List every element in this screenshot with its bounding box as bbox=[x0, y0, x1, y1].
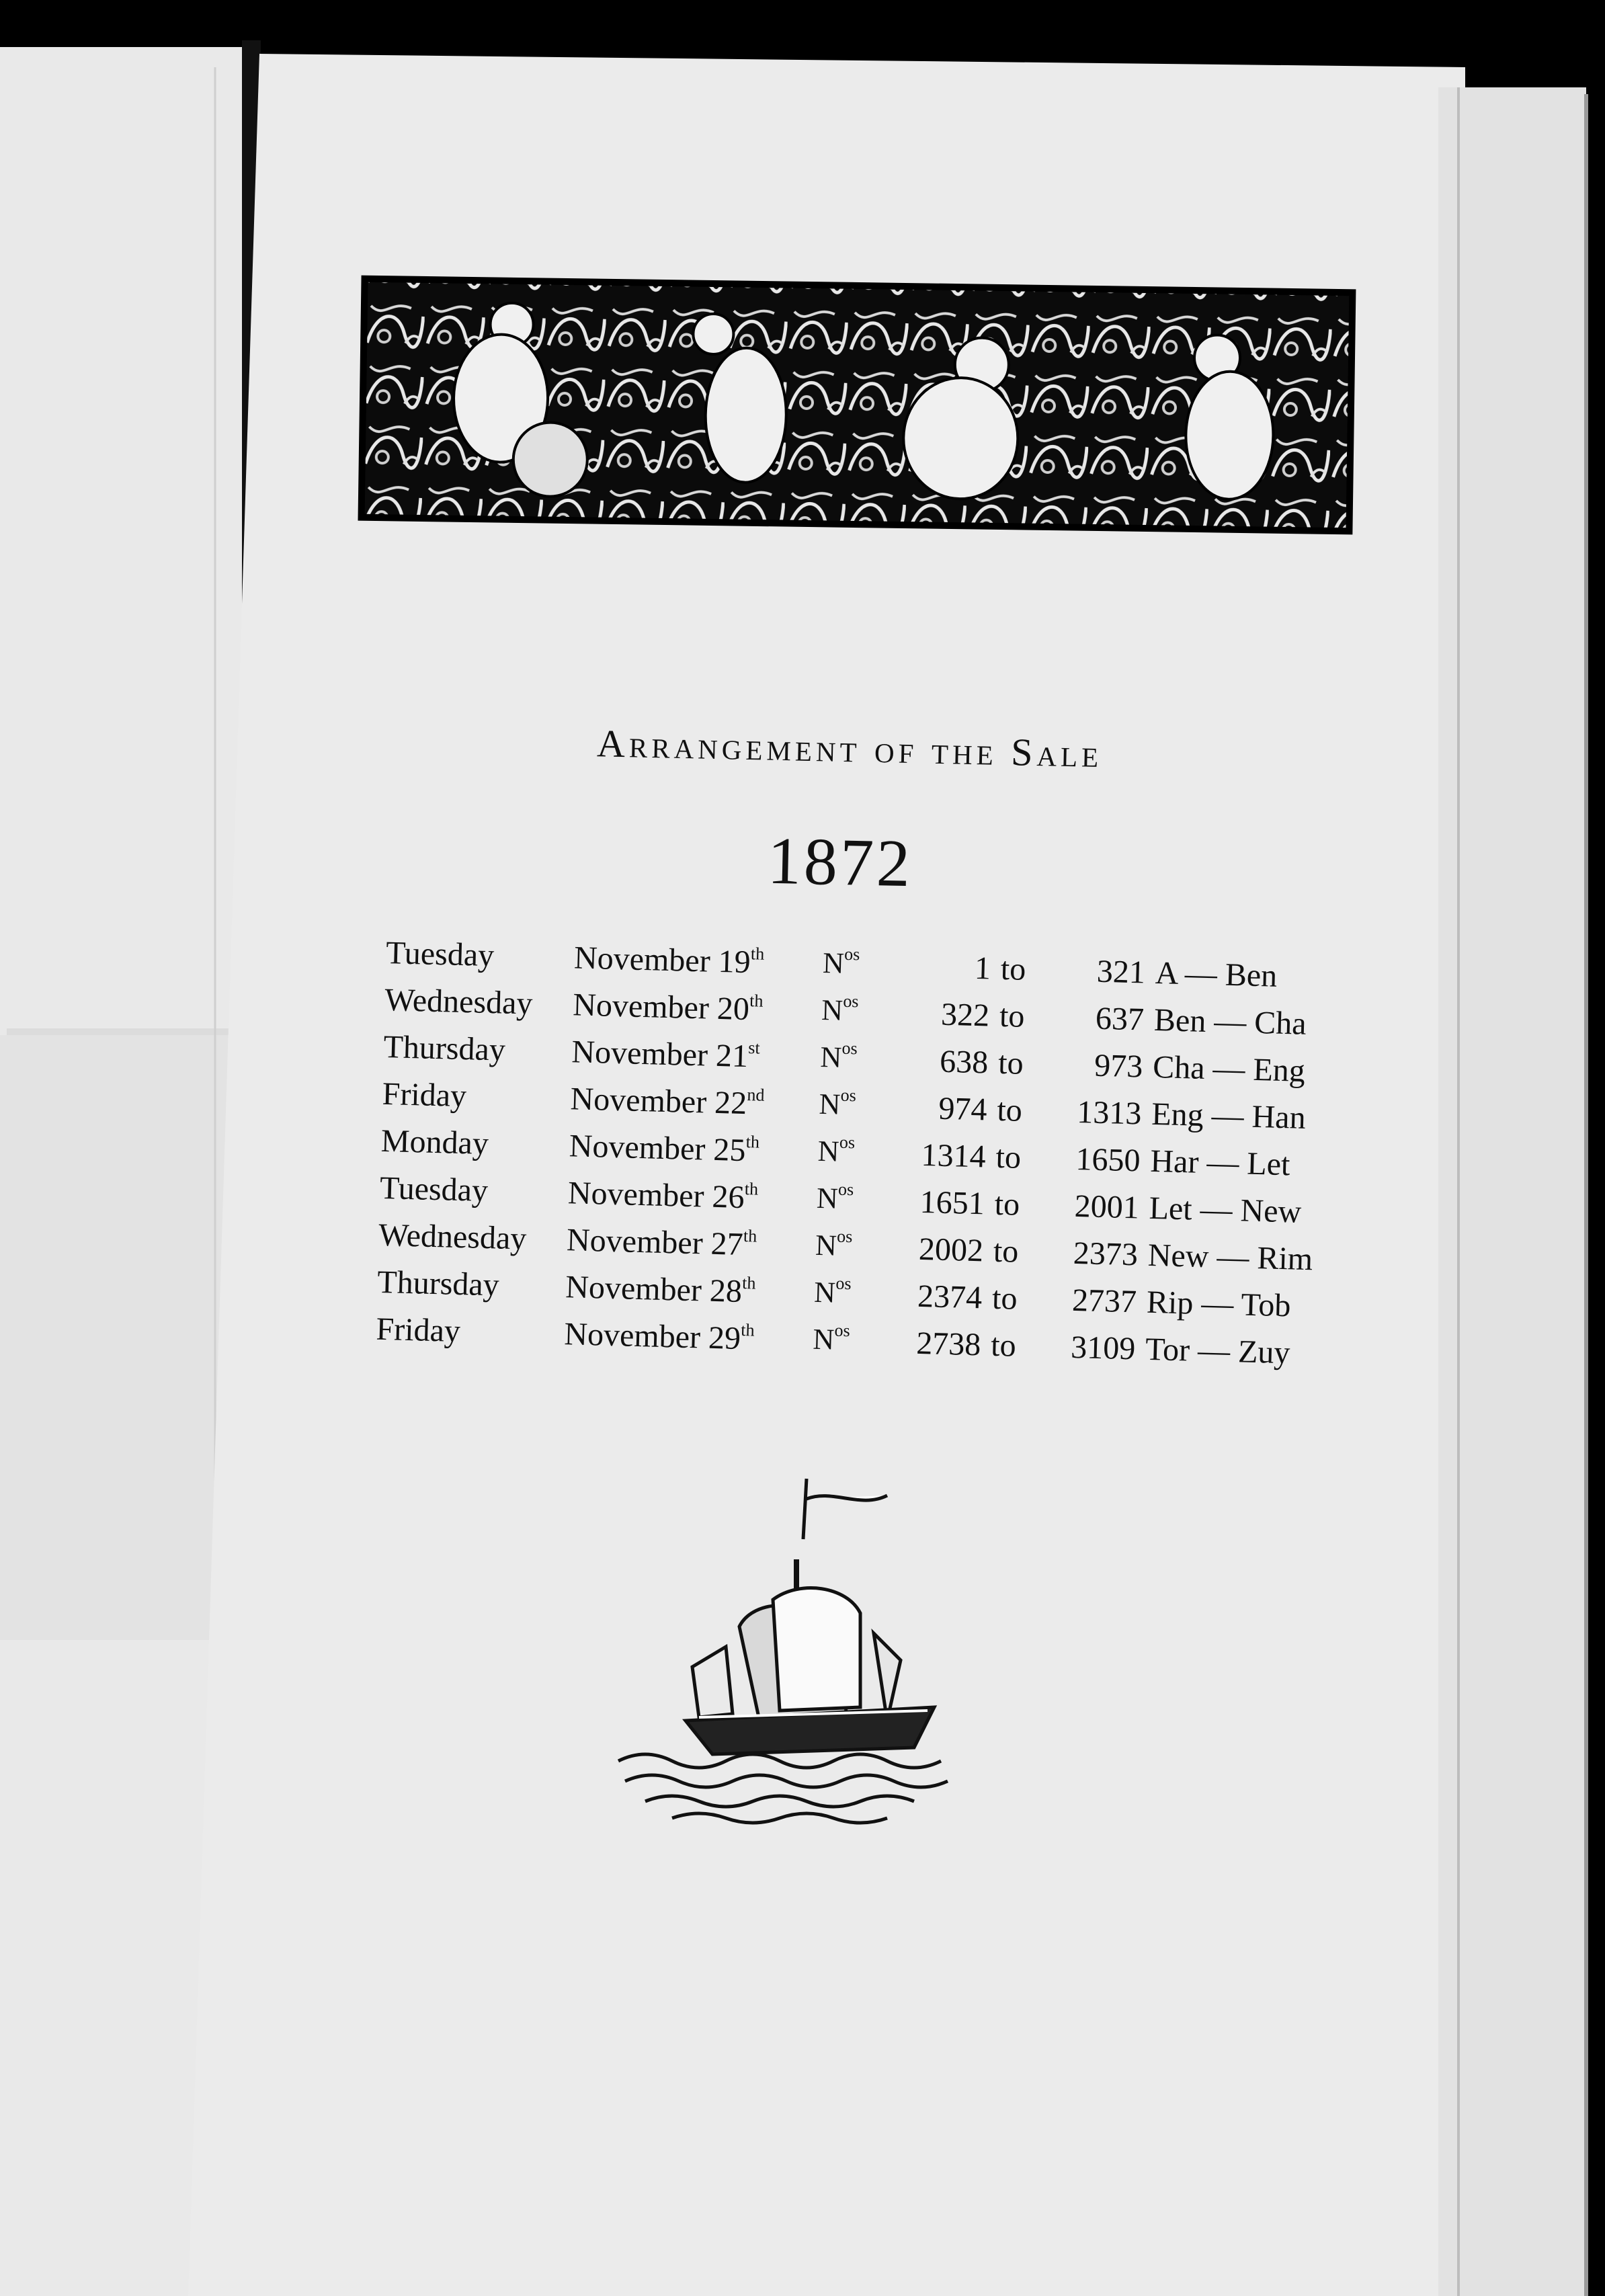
lot-numbers-label bbox=[817, 1134, 855, 1169]
lot-from: 322 bbox=[940, 996, 990, 1034]
day-number: 21 bbox=[715, 1037, 749, 1075]
name-range: Rip — Tob bbox=[1146, 1284, 1292, 1324]
day: Wednesday bbox=[384, 981, 534, 1022]
day-number: 27 bbox=[710, 1225, 744, 1263]
day-number: 22 bbox=[714, 1084, 747, 1122]
numbers-abbrev-suffix: os bbox=[843, 991, 859, 1012]
ordinal-suffix: th bbox=[744, 1179, 759, 1199]
ordinal-suffix: st bbox=[747, 1038, 761, 1058]
lot-from: 2738 bbox=[915, 1325, 982, 1363]
numbers-abbrev-suffix: os bbox=[843, 944, 860, 965]
lot-numbers-label bbox=[814, 1275, 852, 1310]
day: Friday bbox=[382, 1075, 467, 1114]
lot-from: 1314 bbox=[920, 1137, 987, 1175]
lot-to: 1650 bbox=[1075, 1141, 1141, 1179]
numbers-abbrev-suffix: os bbox=[834, 1320, 851, 1341]
day-number: 29 bbox=[708, 1319, 741, 1356]
lot-to: 321 bbox=[1096, 953, 1146, 991]
date bbox=[569, 1127, 759, 1169]
month: November bbox=[565, 1269, 702, 1309]
lot-from: 1651 bbox=[919, 1184, 985, 1222]
lot-from: 1 bbox=[974, 950, 991, 987]
day-number: 25 bbox=[712, 1131, 747, 1169]
name-range: Let — New bbox=[1149, 1190, 1302, 1230]
month: November bbox=[563, 1316, 701, 1356]
month: November bbox=[571, 1034, 708, 1073]
ordinal-suffix: th bbox=[749, 991, 764, 1011]
lot-numbers-label bbox=[816, 1181, 854, 1216]
date bbox=[570, 1080, 765, 1122]
ordinal-suffix: th bbox=[743, 1226, 757, 1246]
ordinal-suffix: th bbox=[745, 1132, 760, 1152]
name-range: Eng — Han bbox=[1151, 1096, 1307, 1136]
name-range: Tor — Zuy bbox=[1145, 1331, 1291, 1371]
name-range: Ben — Cha bbox=[1153, 1001, 1307, 1042]
ordinal-suffix: th bbox=[740, 1320, 755, 1340]
sale-year: 1872 bbox=[766, 823, 914, 901]
numbers-abbrev: N bbox=[812, 1322, 835, 1356]
day: Tuesday bbox=[385, 934, 495, 974]
lot-to: 1313 bbox=[1076, 1094, 1143, 1132]
numbers-abbrev: N bbox=[816, 1181, 839, 1215]
lot-to: 2001 bbox=[1074, 1188, 1140, 1226]
lot-numbers-label bbox=[815, 1228, 852, 1263]
to-word: to bbox=[999, 997, 1026, 1034]
day-number: 20 bbox=[716, 990, 750, 1028]
numbers-abbrev-suffix: os bbox=[837, 1179, 854, 1200]
lot-numbers-label bbox=[819, 1087, 856, 1122]
numbers-abbrev: N bbox=[813, 1275, 836, 1309]
to-word: to bbox=[1000, 950, 1026, 987]
numbers-abbrev-suffix: os bbox=[835, 1273, 852, 1294]
sale-schedule bbox=[375, 934, 1313, 1381]
day: Tuesday bbox=[379, 1170, 489, 1209]
page-title: Arrangement of the Sale bbox=[596, 721, 1103, 776]
numbers-abbrev: N bbox=[817, 1134, 840, 1168]
lot-numbers-label bbox=[820, 1040, 858, 1075]
name-range: New — Rim bbox=[1147, 1237, 1313, 1278]
day: Wednesday bbox=[378, 1217, 527, 1257]
lot-to: 973 bbox=[1094, 1047, 1143, 1085]
lot-from: 974 bbox=[938, 1090, 988, 1128]
day-number: 19 bbox=[718, 943, 751, 981]
numbers-abbrev-suffix: os bbox=[840, 1085, 857, 1106]
lot-numbers-label bbox=[813, 1322, 850, 1357]
month: November bbox=[569, 1128, 706, 1167]
numbers-abbrev-suffix: os bbox=[839, 1132, 856, 1153]
month: November bbox=[567, 1175, 705, 1215]
ordinal-suffix: th bbox=[741, 1273, 756, 1293]
to-word: to bbox=[990, 1327, 1017, 1364]
numbers-abbrev: N bbox=[819, 1040, 842, 1074]
to-word: to bbox=[993, 1233, 1019, 1270]
name-range: Cha — Eng bbox=[1152, 1049, 1306, 1089]
lot-from: 2002 bbox=[918, 1231, 984, 1269]
date bbox=[567, 1174, 758, 1216]
day: Thursday bbox=[376, 1264, 500, 1303]
name-range: A — Ben bbox=[1155, 954, 1278, 994]
lot-to: 3109 bbox=[1070, 1329, 1136, 1367]
date bbox=[565, 1268, 756, 1310]
lot-to: 637 bbox=[1095, 1000, 1145, 1038]
month: November bbox=[573, 940, 711, 979]
ordinal-suffix: nd bbox=[747, 1085, 765, 1105]
numbers-abbrev: N bbox=[818, 1087, 841, 1121]
numbers-abbrev: N bbox=[815, 1228, 837, 1262]
lot-numbers-label bbox=[822, 946, 860, 981]
date bbox=[566, 1221, 757, 1263]
to-word: to bbox=[997, 1044, 1024, 1081]
lot-from: 2374 bbox=[917, 1278, 983, 1316]
date bbox=[571, 1033, 760, 1075]
date bbox=[573, 939, 764, 981]
to-word: to bbox=[995, 1139, 1022, 1176]
numbers-abbrev-suffix: os bbox=[841, 1038, 858, 1059]
lot-to: 2373 bbox=[1073, 1235, 1139, 1273]
numbers-abbrev: N bbox=[821, 993, 843, 1027]
date bbox=[573, 986, 764, 1028]
day-number: 26 bbox=[711, 1178, 745, 1216]
to-word: to bbox=[996, 1092, 1023, 1129]
lot-from: 638 bbox=[939, 1043, 989, 1081]
month: November bbox=[566, 1222, 704, 1262]
month: November bbox=[572, 987, 710, 1026]
month: November bbox=[569, 1081, 707, 1120]
numbers-abbrev: N bbox=[822, 946, 845, 980]
name-range: Har — Let bbox=[1149, 1143, 1291, 1183]
lot-to: 2737 bbox=[1071, 1282, 1137, 1320]
to-word: to bbox=[994, 1186, 1020, 1223]
day: Friday bbox=[375, 1311, 461, 1350]
day-number: 28 bbox=[709, 1272, 743, 1310]
ordinal-suffix: th bbox=[750, 944, 765, 964]
day: Monday bbox=[380, 1122, 489, 1162]
day: Thursday bbox=[382, 1028, 506, 1068]
lot-numbers-label bbox=[821, 993, 859, 1028]
date bbox=[564, 1315, 755, 1357]
to-word: to bbox=[991, 1280, 1018, 1317]
numbers-abbrev-suffix: os bbox=[836, 1226, 853, 1247]
